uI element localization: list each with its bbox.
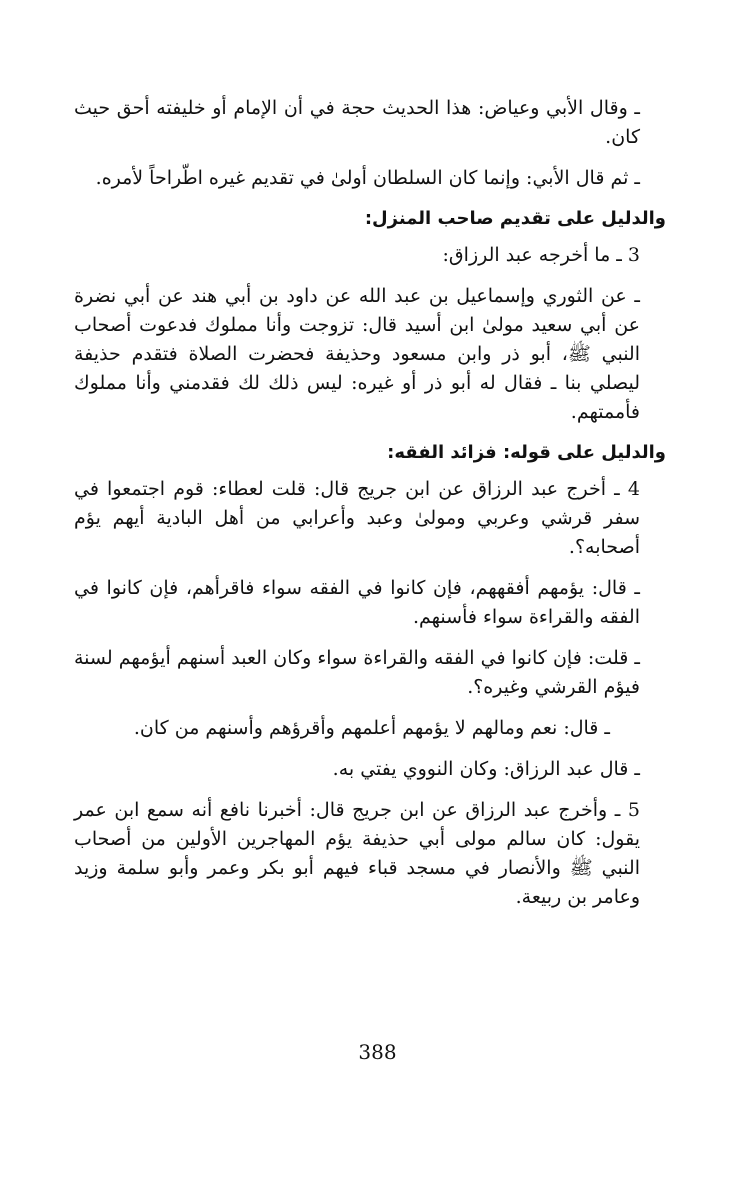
page-body [74, 94, 666, 924]
paragraph: ـ قال: نعم ومالهم لا يؤمهم أعلمهم وأقرؤهم وأسنهم من كان. [133, 717, 610, 739]
paragraph: ـ قال: يؤمهم أفقههم، فإن كانوا في الفقه سواء فاقرأهم، فإن كانوا في الفقه والقراءة سواء فأسنهم. [74, 577, 640, 628]
section-heading: والدليل على تقديم صاحب المنزل: [364, 208, 666, 229]
paragraph: ـ قلت: فإن كانوا في الفقه والقراءة سواء وكان العبد أسنهم أيؤمهم لسنة فيؤم القرشي وغيره؟. [74, 647, 640, 698]
section-heading: والدليل على قوله: فزائد الفقه: [387, 442, 666, 463]
paragraph: 5 ـ وأخرج عبد الرزاق عن ابن جريج قال: أخبرنا نافع أنه سمع ابن عمر يقول: كان سالم مولى أبي حذيفة يؤم المهاجرين الأولين من أصحاب النبي ﷺ والأنصار في مسجد قباء فيهم أبو بكر وعمر وأبو سلمة وزيد وعامر بن ربيعة. [74, 799, 640, 908]
paragraph: ـ عن الثوري وإسماعيل بن عبد الله عن داود بن أبي هند عن أبي نضرة عن أبي سعيد مولىٰ ابن أسيد قال: تزوجت وأنا مملوك فدعوت أصحاب النبي ﷺ، أبو ذر وابن مسعود وحذيفة فحضرت الصلاة فتقدم حذيفة ليصلي بنا ـ فقال له أبو ذر أو غيره: ليس ذلك لك فقدمني وأنا مملوك فأممتهم. [74, 285, 640, 423]
page-number: 388 [358, 1040, 397, 1064]
paragraph: ـ وقال الأبي وعياض: هذا الحديث حجة في أن الإمام أو خليفته أحق حيث كان. [74, 97, 640, 148]
paragraph: 4 ـ أخرج عبد الرزاق عن ابن جريج قال: قلت لعطاء: قوم اجتمعوا في سفر قرشي وعربي ومولىٰ وعبد وأعرابي من أهل البادية أيهم يؤم أصحابه؟. [74, 478, 640, 558]
paragraph: ـ ثم قال الأبي: وإنما كان السلطان أولىٰ في تقديم غيره اطّراحاً لأمره. [95, 167, 640, 189]
paragraph: 3 ـ ما أخرجه عبد الرزاق: [442, 244, 640, 266]
paragraph: ـ قال عبد الرزاق: وكان النووي يفتي به. [332, 758, 640, 780]
